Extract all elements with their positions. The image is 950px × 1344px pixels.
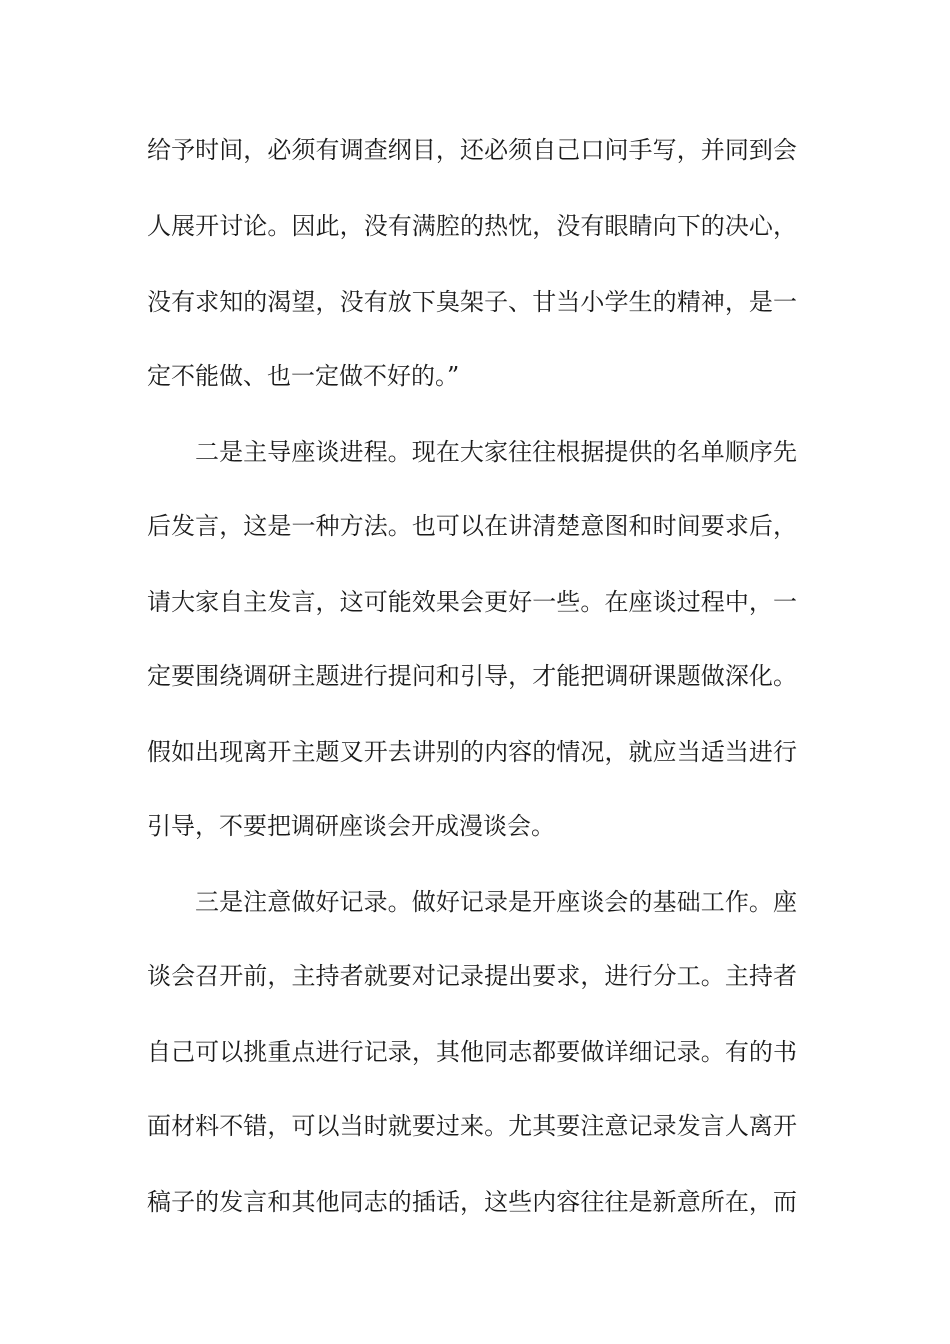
text-line: 定不能做、也一定做不好的。” bbox=[147, 362, 460, 390]
text-line: 假如出现离开主题叉开去讲别的内容的情况，就应当适当进行 bbox=[147, 738, 797, 766]
text-line: 定要围绕调研主题进行提问和引导，才能把调研课题做深化。 bbox=[147, 662, 797, 690]
text-line: 请大家自主发言，这可能效果会更好一些。在座谈过程中，一 bbox=[147, 588, 797, 616]
text-line: 自己可以挑重点进行记录，其他同志都要做详细记录。有的书 bbox=[147, 1038, 797, 1066]
paragraph-first-line: 二是主导座谈进程。现在大家往往根据提供的名单顺序先 bbox=[195, 438, 797, 466]
paragraph-first-line: 三是注意做好记录。做好记录是开座谈会的基础工作。座 bbox=[195, 888, 797, 916]
text-line: 引导，不要把调研座谈会开成漫谈会。 bbox=[147, 812, 555, 840]
text-line: 没有求知的渴望，没有放下臭架子、甘当小学生的精神，是一 bbox=[147, 288, 797, 316]
text-line: 稿子的发言和其他同志的插话，这些内容往往是新意所在，而 bbox=[147, 1188, 797, 1216]
text-line: 面材料不错，可以当时就要过来。尤其要注意记录发言人离开 bbox=[147, 1112, 797, 1140]
text-line: 谈会召开前，主持者就要对记录提出要求，进行分工。主持者 bbox=[147, 962, 797, 990]
text-line: 给予时间，必须有调查纲目，还必须自己口问手写，并同到会 bbox=[147, 136, 797, 164]
text-line: 人展开讨论。因此，没有满腔的热忱，没有眼睛向下的决心， bbox=[147, 212, 797, 240]
text-line: 后发言，这是一种方法。也可以在讲清楚意图和时间要求后， bbox=[147, 512, 797, 540]
